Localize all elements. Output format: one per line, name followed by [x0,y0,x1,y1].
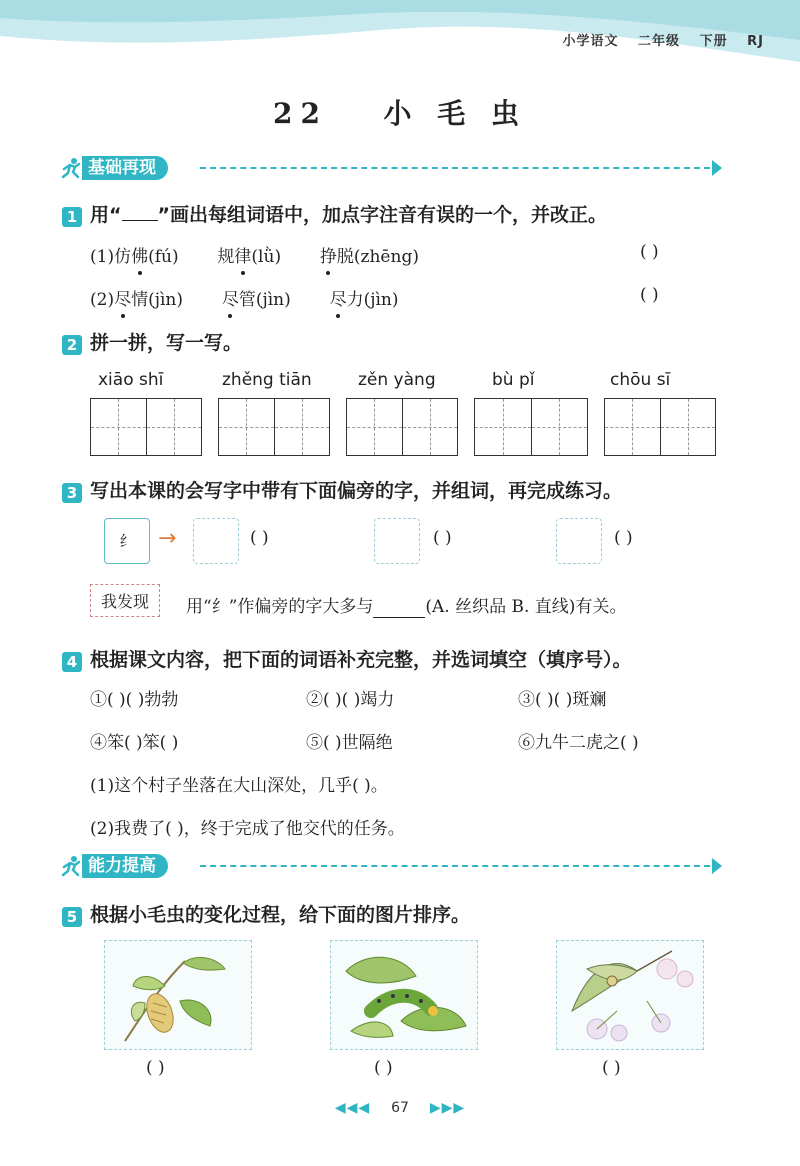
radical-box [104,518,150,564]
pinyin: (fú) [148,247,179,267]
question-number: 5 [62,907,82,927]
discovery-text-b: (A. 丝织品 B. 直线)有关。 [425,597,627,617]
q4-item-1: ①( )( )勃勃 [90,690,179,710]
pinyin-3: zěn yàng [358,370,436,390]
word-char: 情 [131,290,149,310]
page-number: 67 [391,1100,409,1116]
section-label-ability: 能力提高 [82,854,168,878]
section-banner-basic [60,155,725,181]
question-number: 1 [62,207,82,227]
word-char: 仿 [114,247,132,267]
picture-cocoon [104,940,252,1050]
section-dashed-line [200,167,710,169]
pinyin-5: chōu sī [610,370,671,390]
q4-item-3: ③( )( )斑斓 [518,690,607,710]
writing-grid[interactable] [90,398,202,456]
word-char: 力 [346,290,364,310]
discovery-sentence [186,592,626,618]
question-5 [62,900,470,927]
section-arrow-icon [712,160,722,176]
word-blank[interactable]: ( ) [614,528,633,548]
dotted-char: 尽 [330,285,347,310]
dotted-char: 律 [234,242,251,267]
question-2 [62,328,242,355]
header-grade: 二年级 [638,34,681,49]
writing-grid[interactable] [218,398,330,456]
pinyin: (jìn) [255,290,291,310]
writing-grid[interactable] [474,398,588,456]
word-blank[interactable]: ( ) [433,528,452,548]
question-4 [62,645,632,672]
pinyin-4: bù pǐ [492,370,535,390]
dotted-char: 尽 [222,285,239,310]
q4-item-5: ⑤( )世隔绝 [306,733,393,753]
header-info [549,30,765,49]
section-dashed-line [200,865,710,867]
pinyin-2: zhěng tiān [222,370,312,390]
question-text: 写出本课的会写字中带有下面偏旁的字，并组词，再完成练习。 [90,480,623,502]
discovery-text-a: 用“纟”作偏旁的字大多与 [186,597,374,617]
dotted-char: 挣 [320,242,337,267]
question-text-b: ”画出每组词语中，加点字注音有误的一个，并改正。 [157,204,607,226]
word-char: 管 [238,290,256,310]
section-banner-ability [60,853,725,879]
char-box[interactable] [556,518,602,564]
prev-arrows-icon: ◀◀◀ [334,1100,371,1116]
discovery-label: 我发现 [90,584,160,617]
running-figure-icon [60,855,82,877]
moth-illustration [557,941,703,1049]
picture-moth [556,940,704,1050]
cocoon-illustration [105,941,251,1049]
writing-grid[interactable] [604,398,716,456]
char-box[interactable] [374,518,420,564]
caterpillar-illustration [331,941,477,1049]
question-3 [62,476,622,503]
fill-line[interactable] [373,597,425,618]
header-edition: RJ [747,34,764,49]
char-box[interactable] [193,518,239,564]
radical-char: 纟 [119,532,135,550]
q4-item-4: ④笨( )笨( ) [90,733,179,753]
question-number: 2 [62,335,82,355]
pinyin: (jìn) [363,290,399,310]
row-prefix: (1) [90,247,115,267]
pinyin: (jìn) [148,290,184,310]
header-volume: 下册 [699,34,728,49]
running-figure-icon [60,157,82,179]
q1-row-2 [90,285,730,310]
row-prefix: (2) [90,290,115,310]
word-char: 脱 [336,247,354,267]
q4-item-6: ⑥九牛二虎之( ) [518,733,639,753]
q4-sentence-2: (2)我费了( )，终于完成了他交代的任务。 [90,819,405,839]
question-text: 根据小毛虫的变化过程，给下面的图片排序。 [90,904,471,926]
q1-row-1 [90,242,730,267]
answer-blank[interactable]: ( ) [640,242,659,262]
section-label-basic: 基础再现 [82,156,168,180]
dotted-char: 尽 [114,285,131,310]
question-text: 根据课文内容，把下面的词语补充完整，并选词填空（填序号）。 [90,649,632,671]
answer-blank[interactable]: ( ) [640,285,659,305]
q4-item-2: ②( )( )竭力 [306,690,395,710]
page-footer [0,1100,800,1116]
next-arrows-icon: ▶▶▶ [429,1100,466,1116]
lesson-number: 22 [273,97,328,130]
writing-grid[interactable] [346,398,458,456]
q4-sentence-1: (1)这个村子坐落在大山深处，几乎( )。 [90,776,388,796]
lesson-title: 小 毛 虫 [383,97,527,130]
order-blank-2[interactable]: ( ) [374,1058,393,1078]
order-blank-1[interactable]: ( ) [146,1058,165,1078]
pinyin-1: xiāo shī [98,370,164,390]
order-blank-3[interactable]: ( ) [602,1058,621,1078]
word-char: 规 [217,247,235,267]
question-1 [62,200,607,227]
question-text: 拼一拼，写一写。 [90,332,243,354]
question-number: 4 [62,652,82,672]
word-blank[interactable]: ( ) [250,528,269,548]
arrow-right-icon: → [158,526,177,551]
header-subject: 小学语文 [562,34,619,49]
question-text-a: 用“ [90,204,122,226]
page-title [0,92,800,132]
pinyin: (lǜ) [251,247,282,267]
underline-sample [122,202,158,221]
section-arrow-icon [712,858,722,874]
dotted-char: 佛 [131,242,148,267]
question-number: 3 [62,483,82,503]
pinyin: (zhēng) [353,247,419,267]
picture-caterpillar [330,940,478,1050]
